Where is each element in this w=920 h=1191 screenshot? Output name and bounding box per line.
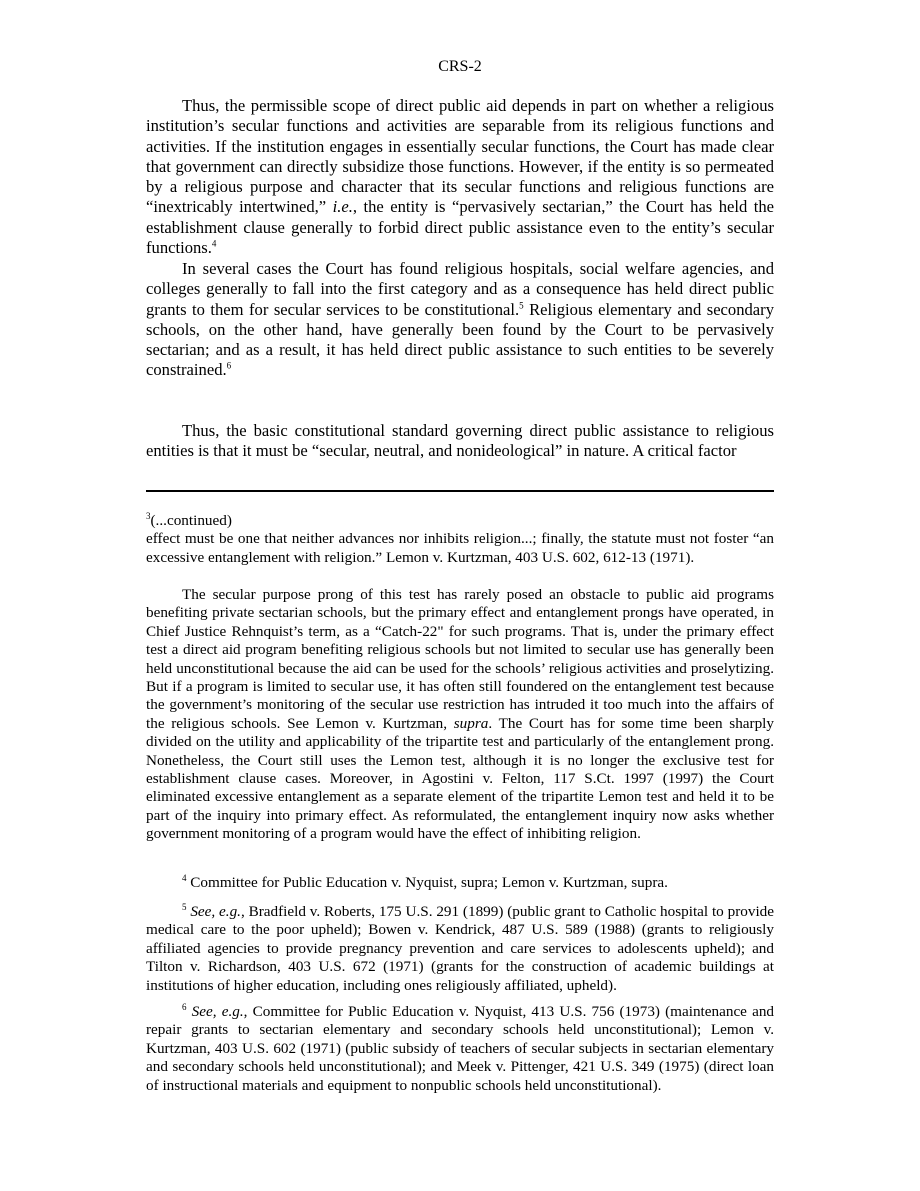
footnote-3-paragraph xyxy=(146,586,774,844)
footnote-ref-5: 5 xyxy=(519,300,524,311)
footnote-3-continued xyxy=(146,512,774,567)
page-header: CRS-2 xyxy=(438,58,482,75)
footnote-text: , Bradfield v. Roberts, 175 U.S. 291 (1899) (public grant to Catholic hospital to provide medical care to the poor upheld); Bowen v. Kendrick, 487 U.S. 589 (1988) (grants to religiously affiliated agencies to provide pregnancy prevention and care services to adolescents upheld); and Tilton v. Richardson, 403 U.S. 672 (1971) (grants for the construction of academic buildings at institutions of higher education, including ones religiously affiliated, upheld). xyxy=(146,903,774,994)
footnote-text: Committee for Public Education v. Nyquist, supra; Lemon v. Kurtzman, supra. xyxy=(186,874,668,891)
footnote-mark: 6 xyxy=(182,1001,187,1012)
footnote-text: effect must be one that neither advances nor inhibits religion...; finally, the statute must not foster “an excessive entanglement with religion.” Lemon v. Kurtzman, 403 U.S. 602, 612-13 (1971). xyxy=(146,530,774,566)
paragraph-text: In several cases the Court has found religious hospitals, social welfare agencies, and colleges generally to fall into the first category and as a consequence has held direct public grants to them for secular services to be constitutional. xyxy=(146,259,774,319)
continued-label: (...continued) xyxy=(150,512,232,529)
footnote-mark: 5 xyxy=(182,901,187,912)
footnote-6 xyxy=(146,1003,774,1095)
footnote-mark: 4 xyxy=(182,872,187,883)
paragraph-text: Thus, the basic constitutional standard governing direct public assistance to religious entities is that it must be “secular, neutral, and nonideological” in nature. A critical factor xyxy=(146,421,774,461)
footnote-5 xyxy=(146,903,774,995)
body-paragraph-3 xyxy=(146,421,774,462)
footnote-separator xyxy=(146,490,774,492)
footnote-ref-4: 4 xyxy=(211,238,217,249)
footnote-text: The secular purpose prong of this test has rarely posed an obstacle to public aid programs benefiting private sectarian schools, but the primary effect and entanglement prongs have operated, in Chief Justice Rehnquist’s term, as a “Catch-22" for such programs. That is, under the primary effect test a direct aid program benefiting religious schools but not limited to secular use has generally been held unconstitutional because the aid can be used for the schools’ religious activities and proselytizing. But if a program is limited to secular use, it has often still foundered on the entanglement test because the government’s monitoring of the secular use restriction has intruded it too much into the affairs of the religious schools. See Lemon v. Kurtzman, xyxy=(146,586,774,732)
paragraph-text: , the entity is “pervasively sectarian,” the Court has held the establishment clause generally to forbid direct public assistance even to the entity’s secular functions. xyxy=(146,197,775,258)
footnote-ref-6: 6 xyxy=(226,360,232,371)
footnote-mark: 3 xyxy=(146,510,151,521)
footnote-4 xyxy=(146,874,774,892)
italic-supra: supra xyxy=(453,714,489,732)
italic-ie: i.e. xyxy=(332,197,353,217)
footnote-text: . The Court has for some time been sharply divided on the utility and applicability of the tripartite test and particularly of the entanglement prong. Nonetheless, the Court still uses the Lemon test, although it is no longer the exclusive test for establishment clause cases. Moreover, in Agostini v. Felton, 117 S.Ct. 1997 (1997) the Court eliminated excessive entanglement as a separate element of the tripartite Lemon test and held it to be part of the inquiry into primary effect. As reformulated, the entanglement inquiry now asks whether government monitoring of a program would have the effect of inhibiting religion. xyxy=(146,714,774,843)
body-paragraph-2 xyxy=(146,259,774,381)
footnote-text: , Committee for Public Education v. Nyquist, 413 U.S. 756 (1973) (maintenance and repair grants to sectarian elementary and secondary schools held unconstitutional); Lemon v. Kurtzman, 403 U.S. 602 (1971) (public subsidy of teachers of secular subjects in sectarian elementary and secondary schools held unconstitutional); and Meek v. Pittenger, 421 U.S. 349 (1975) (direct loan of instructional materials and equipment to nonpublic schools held unconstitutional). xyxy=(146,1003,775,1094)
body-paragraph-1 xyxy=(146,96,774,258)
italic-see-eg: See, e.g. xyxy=(190,903,241,920)
italic-see-eg: See, e.g. xyxy=(191,1003,244,1020)
paragraph-text: Religious elementary and secondary schools, on the other hand, have generally been found by the Court to be pervasively sectarian; and as a result, it has held direct public assistance to such entities to be severely constrained. xyxy=(146,299,774,380)
paragraph-text: Thus, the permissible scope of direct public aid depends in part on whether a religious institution’s secular functions and activities are separable from its religious functions and activities. If the institution engages in essentially secular functions, the Court has made clear that government can directly subsidize those functions. However, if the entity is so permeated by a religious purpose and character that its secular functions and religious functions are “inextricably intertwined,” xyxy=(146,96,774,217)
